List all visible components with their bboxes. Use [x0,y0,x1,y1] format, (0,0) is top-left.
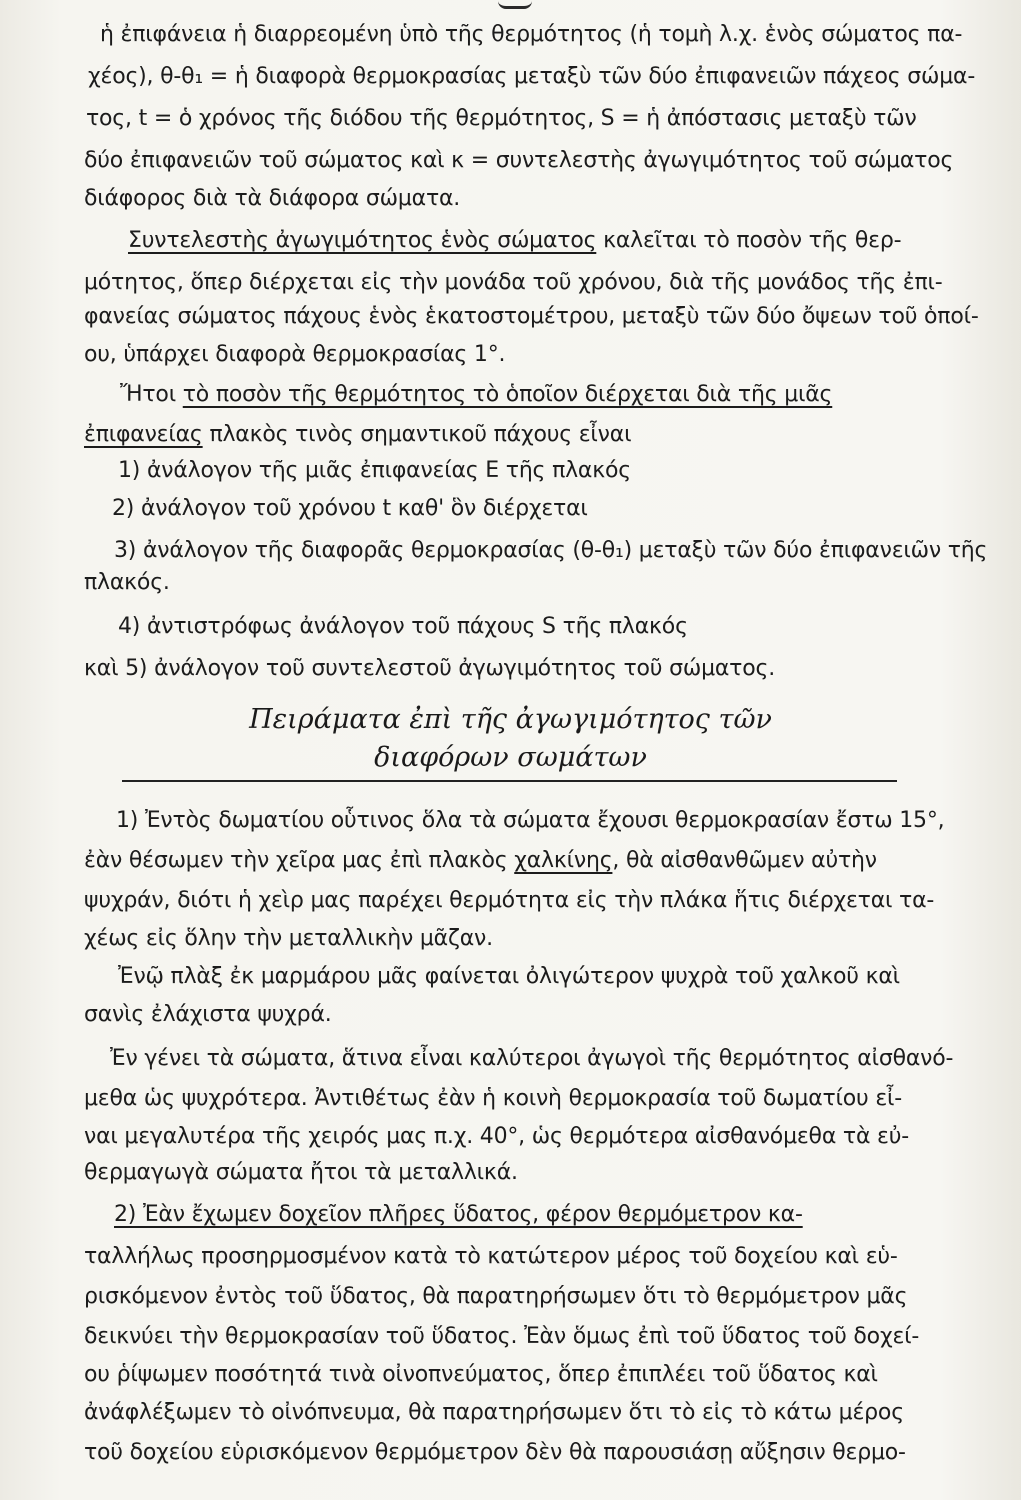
text-line: ου ῥίψωμεν ποσότητά τινὰ οἰνοπνεύματος, ὅπερ ἐπιπλέει τοῦ ὕδατος καὶ [84,1362,878,1387]
text-line: χέος), θ-θ₁ = ἡ διαφορὰ θερμοκρασίας μεταξὺ τῶν δύο ἐπιφανειῶν πάχεος σώμα- [88,64,976,89]
definition-line [0,228,1021,254]
text-line: Ἐνῷ πλὰξ ἐκ μαρμάρου μᾶς φαίνεται ὀλιγώτερον ψυχρὰ τοῦ χαλκοῦ καὶ [118,964,900,989]
text-line [0,848,1021,874]
page-top-mark [498,0,532,9]
copper-word: χαλκίνης [514,848,613,873]
text-line: ναι μεγαλυτέρα τῆς χειρός μας π.χ. 40°, ὡς θερμότερα αἰσθανόμεθα τὰ εὐ- [84,1124,910,1149]
text-line: ου, ὑπάρχει διαφορὰ θερμοκρασίας 1°. [84,342,506,367]
definition-rest: καλεῖται τὸ ποσὸν τῆς θερ- [603,228,902,253]
text-line: ἡ ἐπιφάνεια ἡ διαρρεομένη ὑπὸ τῆς θερμότητος (ἡ τομὴ λ.χ. ἑνὸς σώματος πα- [100,22,963,47]
text-line: δύο ἐπιφανειῶν τοῦ σώματος καὶ κ = συντελεστὴς ἀγωγιμότητος τοῦ σώματος [84,148,954,173]
section-heading-line2: διαφόρων σωμάτων [374,742,647,773]
text-line: Ἐν γένει τὰ σώματα, ἅτινα εἶναι καλύτεροι ἀγωγοὶ τῆς θερμότητος αἰσθανό- [110,1046,954,1071]
experiment-two-text: 2) Ἐὰν ἔχωμεν δοχεῖον πλῆρες ὕδατος, φέρον θερμόμετρον κα- [114,1202,803,1227]
experiment-two-line [0,1202,1021,1228]
definition-term: Συντελεστὴς ἀγωγιμότητος ἑνὸς σώματος [128,228,597,253]
text-line: διάφορος διὰ τὰ διάφορα σώματα. [84,186,461,211]
list-item: 3) ἀνάλογον τῆς διαφορᾶς θερμοκρασίας (θ-θ₁) μεταξὺ τῶν δύο ἐπιφανειῶν τῆς [114,538,988,563]
statement-rest: πλακὸς τινὸς σημαντικοῦ πάχους εἶναι [209,422,632,447]
heat-phrase: τὸ ποσὸν τῆς θερμότητος τὸ ὁποῖον διέρχεται διὰ τῆς μιᾶς [182,382,833,407]
statement-intro: Ἤτοι [120,382,176,407]
text-line: θερμαγωγὰ σώματα ἤτοι τὰ μεταλλικά. [84,1160,518,1185]
heading-underline [122,780,897,782]
text-line: τοῦ δοχείου εὑρισκόμενον θερμόμετρον δὲν θὰ παρουσιάσῃ αὔξησιν θερμο- [84,1440,906,1465]
copper-sentence-start: ἐὰν θέσωμεν τὴν χεῖρα μας ἐπὶ πλακὸς [84,848,508,873]
text-line: μεθα ὡς ψυχρότερα. Ἀντιθέτως ἐὰν ἡ κοινὴ θερμοκρασία τοῦ δωματίου εἶ- [84,1086,903,1111]
text-line: ταλλήλως προσηρμοσμένον κατὰ τὸ κατώτερον μέρος τοῦ δοχείου καὶ εὑ- [84,1244,898,1269]
text-line: ψυχράν, διότι ἡ χεὶρ μας παρέχει θερμότητα εἰς τὴν πλάκα ἥτις διέρχεται τα- [84,888,935,913]
section-heading-line1: Πειράματα ἐπὶ τῆς ἀγωγιμότητος τῶν [249,704,772,735]
list-item: 1) ἀνάλογον τῆς μιᾶς ἐπιφανείας Ε τῆς πλακός [118,458,631,483]
list-item: πλακός. [84,570,170,595]
copper-sentence-end: , θὰ αἰσθανθῶμεν αὐτὴν [612,848,877,873]
text-line: μότητος, ὅπερ διέρχεται εἰς τὴν μονάδα τοῦ χρόνου, διὰ τῆς μονάδος τῆς ἐπι- [84,270,943,295]
statement-line [0,382,1021,408]
statement-line [0,422,1021,448]
text-line: 1) Ἐντὸς δωματίου οὗτινος ὅλα τὰ σώματα ἔχουσι θερμοκρασίαν ἔστω 15°, [116,808,945,833]
text-line: ἀνάφλέξωμεν τὸ οἰνόπνευμα, θὰ παρατηρήσωμεν ὅτι τὸ εἰς τὸ κάτω μέρος [84,1400,904,1425]
surface-word: ἐπιφανείας [84,422,203,447]
list-item: καὶ 5) ἀνάλογον τοῦ συντελεστοῦ ἀγωγιμότητος τοῦ σώματος. [84,656,775,681]
text-line: σανὶς ἐλάχιστα ψυχρά. [84,1002,332,1027]
text-line: δεικνύει τὴν θερμοκρασίαν τοῦ ὕδατος. Ἐὰν ὅμως ἐπὶ τοῦ ὕδατος τοῦ δοχεί- [84,1324,920,1349]
list-item: 2) ἀνάλογον τοῦ χρόνου t καθ' ὃν διέρχεται [112,496,588,521]
list-item: 4) ἀντιστρόφως ἀνάλογον τοῦ πάχους S τῆς πλακός [118,614,688,639]
text-line: φανείας σώματος πάχους ἑνὸς ἑκατοστομέτρου, μεταξὺ τῶν δύο ὄψεων τοῦ ὁποί- [84,304,979,329]
text-line: ρισκόμενον ἐντὸς τοῦ ὕδατος, θὰ παρατηρήσωμεν ὅτι τὸ θερμόμετρον μᾶς [84,1284,908,1309]
text-line: τος, t = ὁ χρόνος τῆς διόδου τῆς θερμότητος, S = ἡ ἀπόστασις μεταξὺ τῶν [86,106,917,131]
text-line: χέως εἰς ὅλην τὴν μεταλλικὴν μᾶζαν. [84,926,493,951]
